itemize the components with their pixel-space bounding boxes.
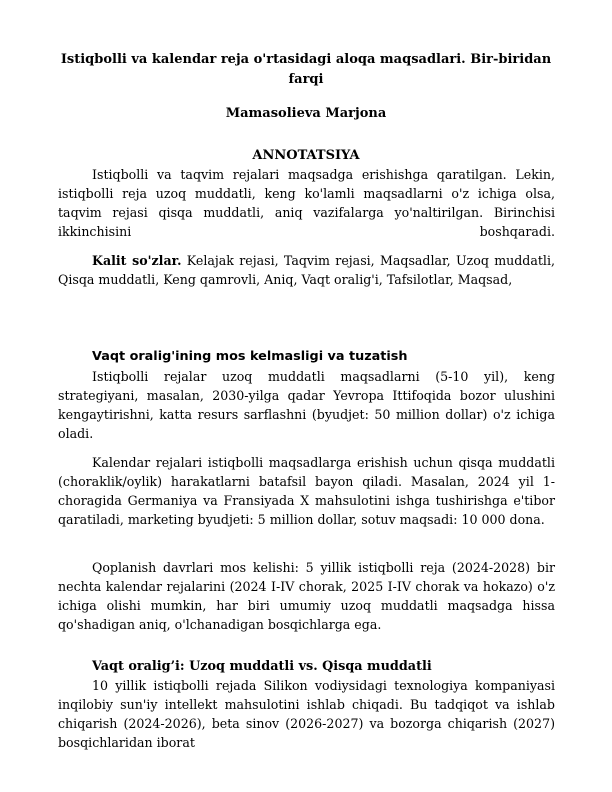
keywords-paragraph (58, 251, 555, 289)
section-heading-long-vs-short: Vaqt oralig’i: Uzoq muddatli vs. Qisqa muddatli (92, 659, 432, 674)
section2-paragraph-1: 10 yillik istiqbolli rejada Silikon vodiysidagi texnologiya kompaniyasi inqilobiy sun'iy intellekt mahsulotini ishlab chiqadi. Bu tadqiqot va ishlab chiqarish (2024-2026), beta sinov (2026-2027) va bozorga chiqarish (2027) bosqichlaridan iborat (58, 678, 555, 750)
section1-paragraph-2: Kalendar rejalari istiqbolli maqsadlarga erishish uchun qisqa muddatli (choraklik/oylik) harakatlarni batafsil bayon qiladi. Masalan, 2024 yil 1-choragida Germaniya va Fransiyada X mahsulotini ishga tushirishga e'tibor qaratiladi, marketing byudjeti: 5 million dollar, sotuv maqsadi: 10 000 dona. (58, 455, 555, 527)
annotation-text: Istiqbolli va taqvim rejalari maqsadga erishishga qaratilgan. Lekin, istiqbolli reja uzoq muddatli, keng ko'lamli maqsadlarni o'z ichiga olsa, taqvim rejasi qisqa muddatli, aniq vazifalarga yo'naltirilgan. Birinchisi ikkinchisini boshqaradi. (58, 167, 555, 239)
section1-paragraph-1: Istiqbolli rejalar uzoq muddatli maqsadlarni (5-10 yil), keng strategiyani, masalan, 2030-yilga qadar Yevropa Ittifoqida bozor ulushini kengaytirishni, katta resurs sarflashni (byudjet: 50 million dollar) o'z ichiga oladi. (58, 369, 555, 441)
keywords-text: Kelajak rejasi, Taqvim rejasi, Maqsadlar, Uzoq muddatli, Qisqa muddatli, Keng qamrovli, Aniq, Vaqt oralig'i, Tafsilotlar, Maqsad, (58, 253, 555, 287)
paper-title: Istiqbolli va kalendar reja o'rtasidagi aloqa maqsadlari. Bir-biridan farqi (60, 52, 552, 87)
section1-paragraph-3: Qoplanish davrlari mos kelishi: 5 yillik istiqbolli reja (2024-2028) bir nechta kalendar rejalarini (2024 I-IV chorak, 2025 I-IV chorak va hokazo) o'z ichiga olishi mumkin, har biri umumiy uzoq muddatli maqsadga hissa qo'shadigan aniq, o'lchanadigan bosqichlarga ega. (58, 560, 555, 632)
section-heading-timeframe-mismatch: Vaqt oralig'ining mos kelmasligi va tuzatish (92, 349, 408, 364)
author-name: Mamasolieva Marjona (225, 106, 387, 121)
annotation-heading: ANNOTATSIYA (252, 148, 360, 163)
keywords-label: Kalit so'zlar. (92, 253, 182, 268)
